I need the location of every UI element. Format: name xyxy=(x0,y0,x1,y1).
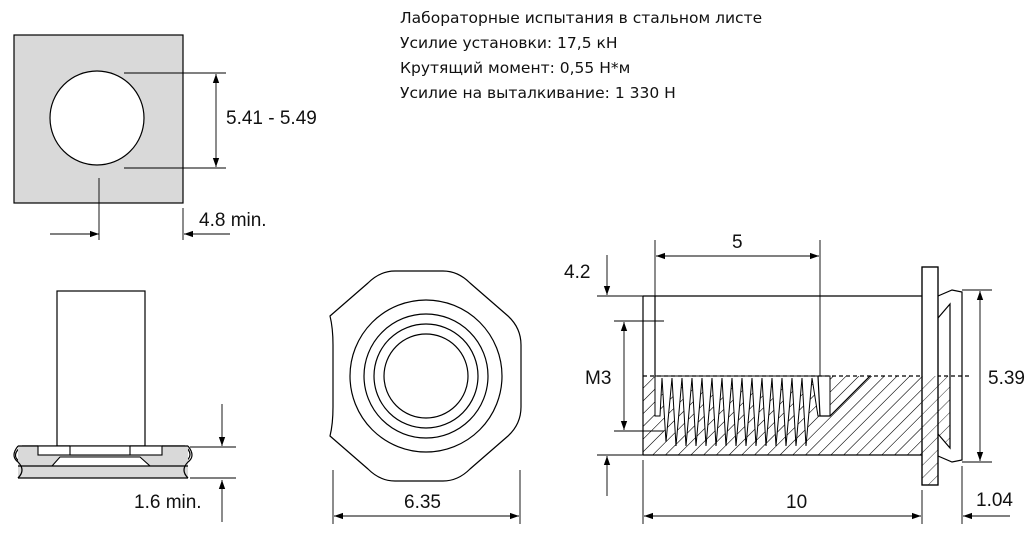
sheet-thickness-label: 1.6 min. xyxy=(134,492,202,513)
hex-head-outline xyxy=(330,271,521,481)
installed-side-view xyxy=(14,291,236,522)
spec-install-force: Усилие установки: 17,5 кН xyxy=(400,34,618,52)
section-view xyxy=(564,232,1025,524)
thread-size-label: M3 xyxy=(585,368,612,389)
length-label: 10 xyxy=(786,492,808,513)
hex-top-view xyxy=(330,271,521,524)
thread-depth-label: 5 xyxy=(732,232,743,253)
bore-outer-circle xyxy=(374,324,478,428)
spec-torque: Крутящий момент: 0,55 Н*м xyxy=(400,59,631,77)
offset-label: 4.2 xyxy=(564,262,591,283)
hex-width-label: 6.35 xyxy=(404,492,441,513)
mounting-hole xyxy=(50,71,144,165)
spec-title: Лабораторные испытания в стальном листе xyxy=(400,9,763,27)
bore-inner-circle xyxy=(384,334,468,418)
spec-pushout-force: Усилие на выталкивание: 1 330 Н xyxy=(400,84,676,102)
mounting-hole-view xyxy=(14,35,317,240)
hole-diameter-label: 5.41 - 5.49 xyxy=(226,108,317,129)
hex-head-circle xyxy=(350,300,502,452)
head-diameter-label: 5.39 xyxy=(988,368,1025,389)
head-height-label: 1.04 xyxy=(976,490,1013,511)
fastener-barrel xyxy=(57,291,145,446)
edge-distance-label: 4.8 min. xyxy=(199,210,267,231)
barrel-circle xyxy=(364,314,488,438)
